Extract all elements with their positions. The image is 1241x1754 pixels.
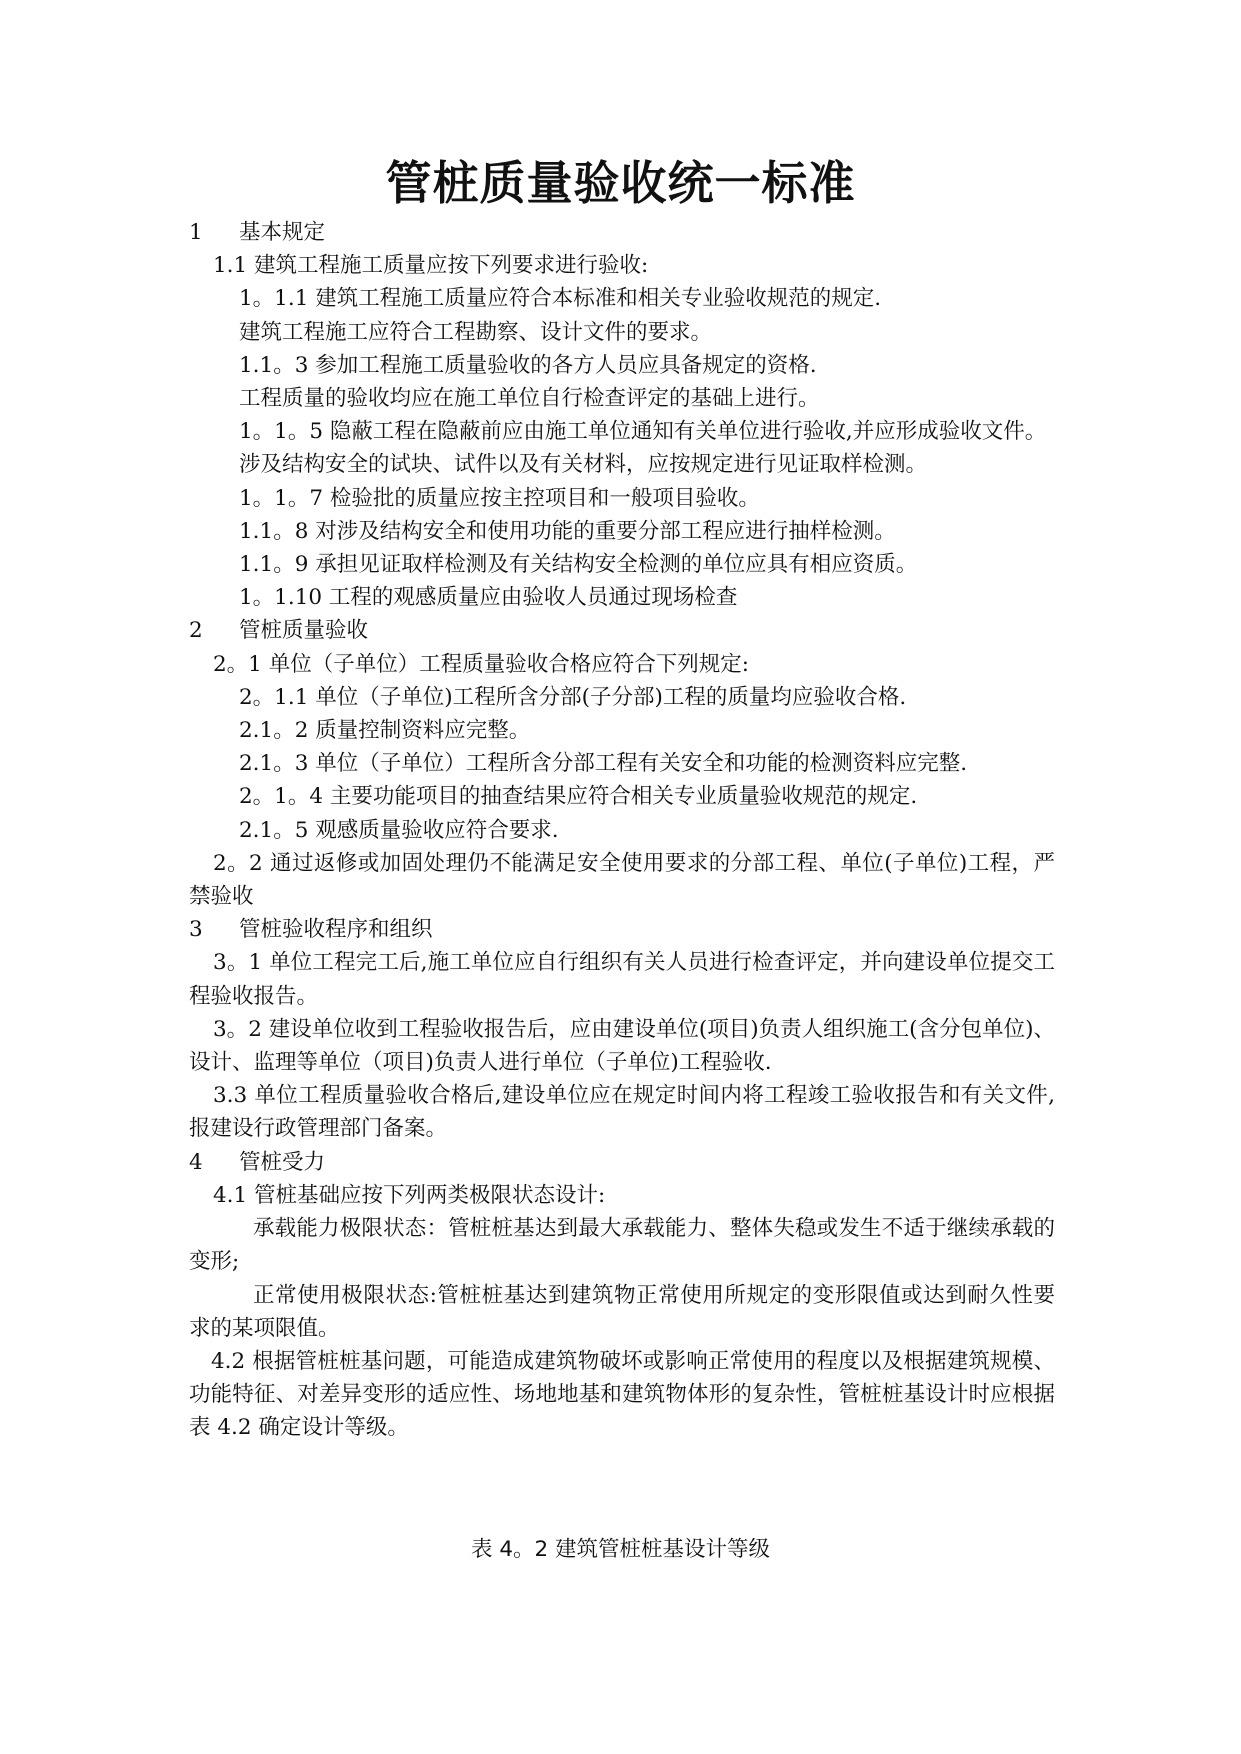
- section-number: 1: [189, 220, 203, 245]
- table-caption: 表 4。2 建筑管桩桩基设计等级: [470, 1537, 771, 1562]
- section-heading-1: [189, 216, 1055, 249]
- section-number: 4: [189, 1149, 203, 1175]
- document-title: 管桩质量验收统一标准: [385, 156, 856, 210]
- clause-1-1-5: 1。1。5 隐蔽工程在隐蔽前应由施工单位通知有关单位进行验收,并应形成验收文件。: [239, 419, 1047, 445]
- clause-4-2: 4.2 根据管桩桩基问题，可能造成建筑物破坏或影响正常使用的程度以及根据建筑规模、功能特征、对差异变形的适应性、场地地基和建筑物体形的复杂性，管桩桩基设计时应根据表 4.2 确定设计等级。: [189, 1348, 1055, 1441]
- section-number: 3: [189, 917, 203, 943]
- clause-1-1-3: 1.1。3 参加工程施工质量验收的各方人员应具备规定的资格.: [239, 352, 817, 378]
- clause-2-1-1: 2。1.1 单位（子单位)工程所含分部(子分部)工程的质量均应验收合格.: [239, 684, 907, 710]
- clause-1-1-8: 1.1。8 对涉及结构安全和使用功能的重要分部工程应进行抽样检测。: [239, 518, 896, 544]
- clause-3-1: 3。1 单位工程完工后,施工单位应自行组织有关人员进行检查评定，并向建设单位提交工程验收报告。: [189, 950, 1055, 1009]
- section-heading-3: [189, 913, 1055, 946]
- clause-2-1-5: 2.1。5 观感质量验收应符合要求.: [239, 817, 559, 843]
- section-number: 2: [189, 618, 203, 644]
- clause-3-2: 3。2 建设单位收到工程验收报告后，应由建设单位(项目)负责人组织施工(含分包单位)、设计、监理等单位（项目)负责人进行单位（子单位)工程验收.: [189, 1016, 1055, 1076]
- document-body: [189, 216, 1055, 1445]
- clause-2-1: 2。1 单位（子单位）工程质量验收合格应符合下列规定:: [213, 651, 749, 677]
- clause-1-1-10: 1。1.10 工程的观感质量应由验收人员通过现场检查: [239, 585, 738, 611]
- clause-3-3: 3.3 单位工程质量验收合格后,建设单位应在规定时间内将工程竣工验收报告和有关文件,报建设行政管理部门备案。: [189, 1083, 1055, 1142]
- clause-2-2: 2。2 通过返修或加固处理仍不能满足安全使用要求的分部工程、单位(子单位)工程，严禁验收: [189, 850, 1055, 910]
- clause-1-1-1: 1。1.1 建筑工程施工质量应符合本标准和相关专业验收规范的规定.: [239, 286, 882, 312]
- clause-4-1-limit-service: 正常使用极限状态:管桩桩基达到建筑物正常使用所规定的变形限值或达到耐久性要求的某项限值。: [189, 1282, 1055, 1341]
- section-title: 管桩验收程序和组织: [239, 917, 433, 943]
- clause-2-1-4: 2。1。4 主要功能项目的抽查结果应符合相关专业质量验收规范的规定.: [239, 784, 918, 810]
- section-heading-2: [189, 614, 1055, 647]
- section-title: 管桩质量验收: [239, 618, 369, 644]
- clause-4-1-limit-bearing: 承载能力极限状态：管桩桩基达到最大承载能力、整体失稳或发生不适于继续承载的变形;: [189, 1216, 1055, 1275]
- clause-1-1-4: 工程质量的验收均应在施工单位自行检查评定的基础上进行。: [239, 386, 820, 412]
- clause-2-1-3: 2.1。3 单位（子单位）工程所含分部工程有关安全和功能的检测资料应完整.: [239, 751, 968, 777]
- clause-1-1-6: 涉及结构安全的试块、试件以及有关材料，应按规定进行见证取样检测。: [239, 452, 928, 478]
- section-heading-4: [189, 1146, 1055, 1179]
- clause-2-1-2: 2.1。2 质量控制资料应完整。: [239, 718, 531, 744]
- section-title: 管桩受力: [239, 1149, 326, 1175]
- section-title: 基本规定: [239, 220, 326, 245]
- clause-1-1-9: 1.1。9 承担见证取样检测及有关结构安全检测的单位应具有相应资质。: [239, 552, 918, 578]
- clause-1-1-2: 建筑工程施工应符合工程勘察、设计文件的要求。: [239, 319, 713, 345]
- clause-1-1: 1.1 建筑工程施工质量应按下列要求进行验收:: [213, 253, 649, 279]
- clause-4-1: 4.1 管桩基础应按下列两类极限状态设计:: [213, 1182, 606, 1208]
- clause-1-1-7: 1。1。7 检验批的质量应按主控项目和一般项目验收。: [239, 485, 760, 511]
